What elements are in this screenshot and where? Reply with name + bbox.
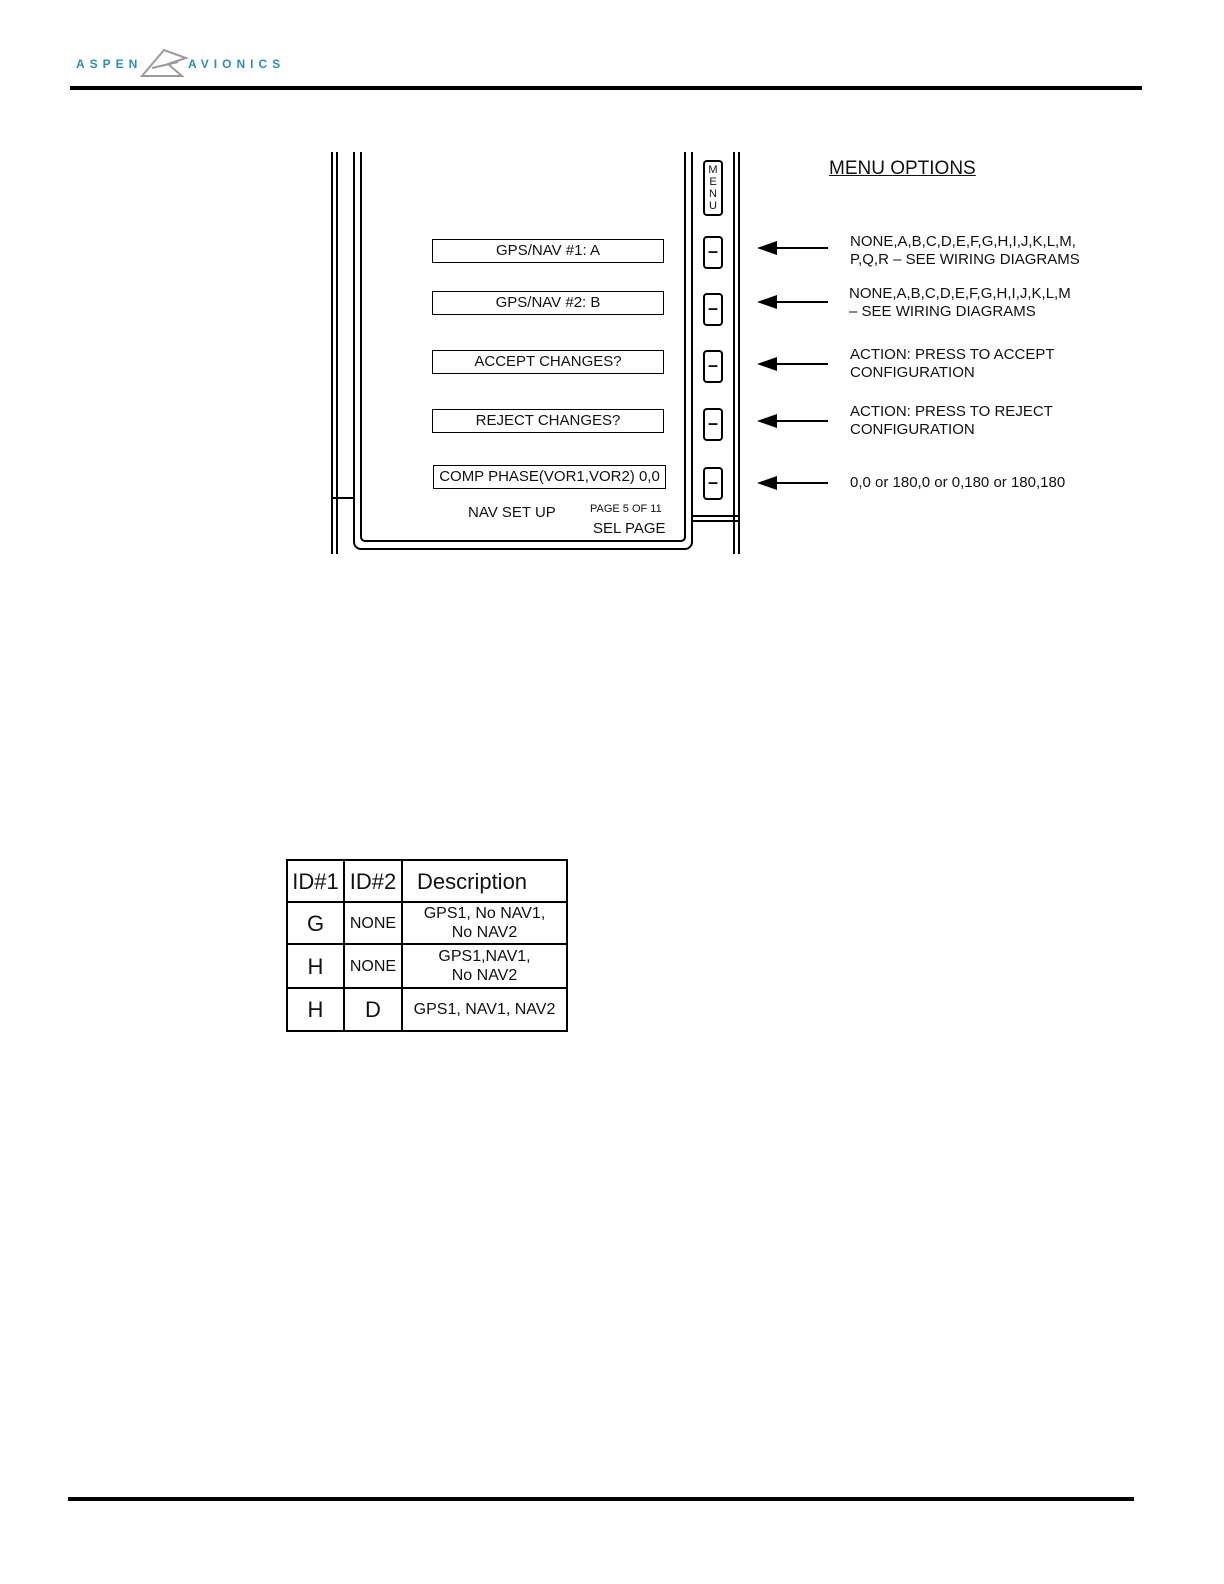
table-row: [287, 988, 567, 1031]
arrow-left-icon: [757, 241, 829, 255]
menu-key-letter: U: [709, 200, 717, 212]
cell-description: [402, 902, 567, 944]
cell-description: [402, 988, 567, 1031]
cell-id1: G: [287, 902, 344, 944]
table-header-row: [287, 860, 567, 902]
gps-nav-2-soft-key[interactable]: –: [703, 293, 723, 326]
accept-changes-field: ACCEPT CHANGES?: [432, 350, 664, 374]
logo-text-right: AVIONICS: [188, 57, 286, 71]
gps-nav-1-field: GPS/NAV #1: A: [432, 239, 664, 263]
option-line: 0,0 or 180,0 or 0,180 or 180,180: [850, 474, 1066, 491]
menu-key-letter: E: [709, 176, 717, 188]
logo-text-left: ASPEN: [76, 57, 143, 71]
description-line: GPS1,NAV1,: [438, 948, 531, 965]
table-row: [287, 902, 567, 944]
cell-id2: NONE: [344, 944, 402, 988]
description-line: GPS1, No NAV1,: [423, 905, 546, 922]
logo-bird-icon: [138, 46, 190, 82]
arrow-left-icon: [757, 357, 829, 371]
comp-phase-soft-key[interactable]: –: [703, 467, 723, 500]
arrow-left-icon: [757, 476, 829, 490]
page-name: NAV SET UP: [468, 504, 556, 521]
menu-option-reject: [850, 403, 1053, 439]
gps-nav-2-field: GPS/NAV #2: B: [432, 291, 664, 315]
id-description-table: [286, 859, 568, 1032]
reject-changes-soft-key[interactable]: –: [703, 408, 723, 441]
menu-option-gps-nav-2: [849, 285, 1071, 321]
cell-id1: H: [287, 988, 344, 1031]
table-row: [287, 944, 567, 988]
bezel-right-tick-2: [693, 520, 740, 522]
bezel-outer-right: [733, 152, 735, 554]
description-line: No NAV2: [451, 967, 518, 984]
arrow-left-icon: [757, 414, 829, 428]
header-id2: ID#2: [344, 860, 402, 902]
menu-key-letter: N: [709, 188, 717, 200]
menu-option-gps-nav-1: [850, 233, 1080, 269]
bezel-left-tick: [331, 497, 353, 499]
description-line: GPS1, NAV1, NAV2: [413, 1001, 556, 1018]
arrow-left-icon: [757, 295, 829, 309]
option-line: CONFIGURATION: [850, 364, 975, 381]
option-line: NONE,A,B,C,D,E,F,G,H,I,J,K,L,M,: [850, 233, 1076, 250]
menu-key[interactable]: [703, 160, 723, 216]
header-id1: ID#1: [287, 860, 344, 902]
cell-description: [402, 944, 567, 988]
bezel-outer-left-2: [336, 152, 338, 554]
sel-page-label[interactable]: SEL PAGE: [593, 520, 666, 537]
option-line: CONFIGURATION: [850, 421, 975, 438]
description-line: No NAV2: [451, 924, 518, 941]
cell-id2: NONE: [344, 902, 402, 944]
footer-rule: [68, 1497, 1134, 1501]
menu-key-letter: M: [708, 164, 718, 176]
option-line: P,Q,R – SEE WIRING DIAGRAMS: [850, 251, 1080, 268]
reject-changes-field: REJECT CHANGES?: [432, 409, 664, 433]
aspen-avionics-logo: [76, 44, 296, 84]
option-line: ACTION: PRESS TO REJECT: [850, 403, 1053, 420]
header-rule: [70, 86, 1142, 90]
menu-option-comp-phase: [850, 474, 1065, 492]
bezel-right-tick: [693, 515, 740, 517]
cell-id2: D: [344, 988, 402, 1031]
gps-nav-1-soft-key[interactable]: –: [703, 236, 723, 269]
option-line: NONE,A,B,C,D,E,F,G,H,I,J,K,L,M: [849, 285, 1071, 302]
comp-phase-field: COMP PHASE(VOR1,VOR2) 0,0: [433, 465, 666, 489]
option-line: – SEE WIRING DIAGRAMS: [849, 303, 1036, 320]
cell-id1: H: [287, 944, 344, 988]
menu-option-accept: [850, 346, 1055, 382]
bezel-outer-left: [331, 152, 333, 554]
header-description: Description: [402, 860, 567, 902]
option-line: ACTION: PRESS TO ACCEPT: [850, 346, 1055, 363]
menu-options-title: MENU OPTIONS: [829, 158, 976, 179]
accept-changes-soft-key[interactable]: –: [703, 350, 723, 383]
bezel-outer-right-2: [738, 152, 740, 554]
page-indicator: PAGE 5 OF 11: [590, 503, 662, 515]
